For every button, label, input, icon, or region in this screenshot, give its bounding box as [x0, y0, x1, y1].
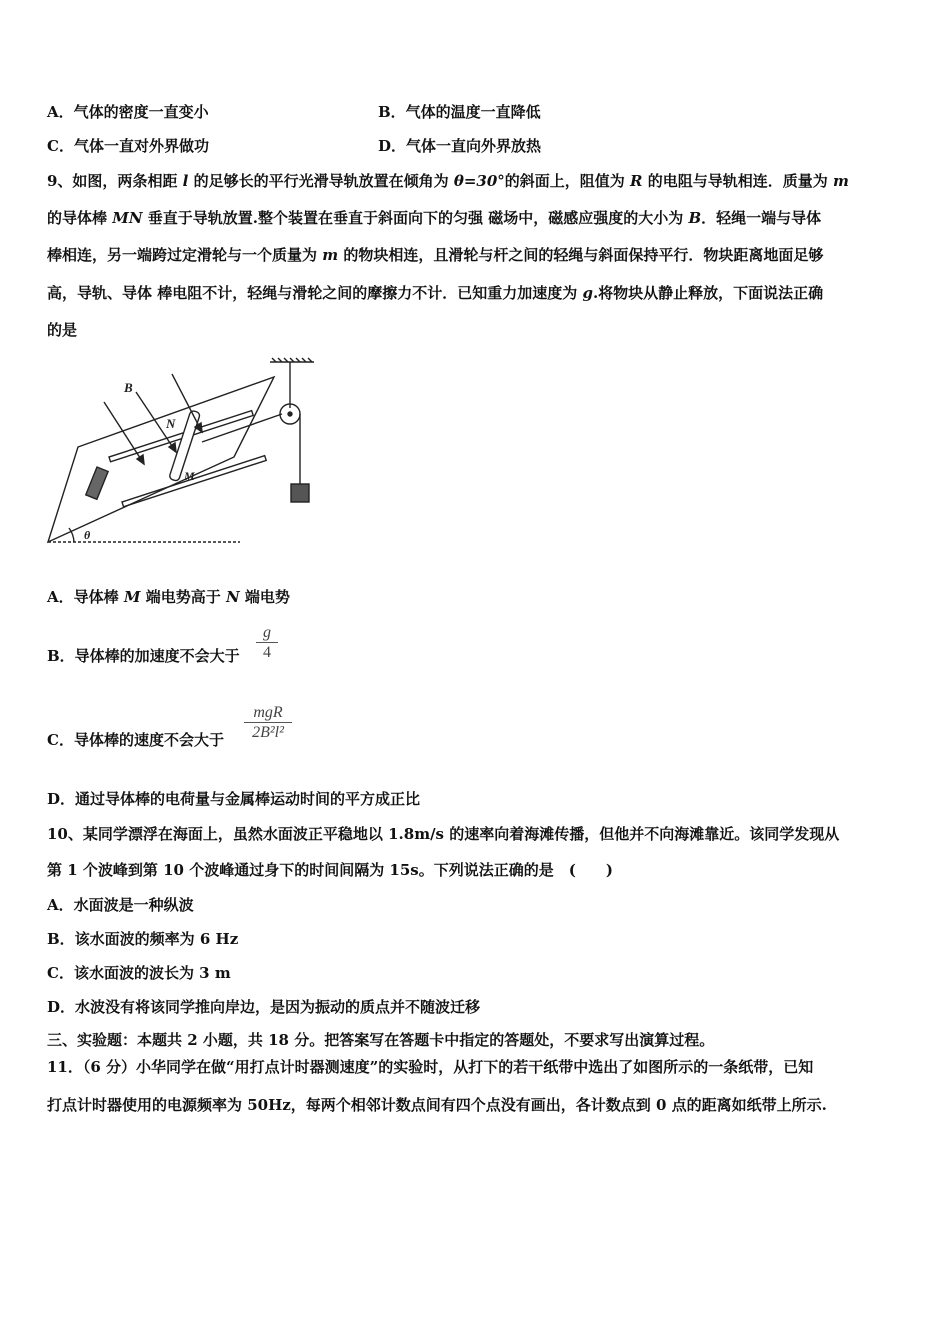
- q11-stem-line-2: 打点计时器使用的电源频率为 50Hz，每两个相邻计数点间有四个点没有画出，各计数点到 0 点的距离如纸带上所示.: [47, 1096, 827, 1114]
- q9-stem-line-1: [47, 171, 849, 191]
- text-run: 的电阻与导轨相连．质量为: [642, 172, 833, 190]
- label-b: B: [124, 380, 133, 395]
- speed-value: 1.8m/s: [388, 825, 445, 843]
- text-run: A．导体棒: [47, 588, 124, 606]
- q10-stem-line-1: [47, 824, 839, 844]
- symbol-m: m: [832, 172, 849, 190]
- field-arrowhead: [169, 443, 176, 452]
- fraction-denominator: 4: [263, 644, 271, 661]
- q8-option-d: D．气体一直向外界放热: [378, 137, 542, 155]
- text-run: 的物块相连，且滑轮与杆之间的轻绳与斜面保持平行．物块距离地面足够: [338, 246, 824, 264]
- q10-option-a: A．水面波是一种纵波: [47, 896, 194, 914]
- fraction-g-over-4: [256, 624, 278, 663]
- symbol-l: l: [182, 172, 189, 190]
- q9-stem-line-4: [47, 283, 823, 303]
- label-theta: θ: [84, 528, 91, 542]
- q10-option-b: B．该水面波的频率为 6 Hz: [47, 930, 239, 948]
- symbol-m: m: [322, 246, 339, 264]
- q9-stem-line-5: 的是: [47, 321, 78, 339]
- symbol-r: R: [630, 172, 643, 190]
- text-run: 端电势: [239, 588, 290, 606]
- label-n: N: [166, 416, 176, 431]
- q10-option-d: D．水波没有将该同学推向岸边，是因为振动的质点并不随波迁移: [47, 998, 481, 1016]
- section-3-heading: 三、实验题：本题共 2 小题，共 18 分。把答案写在答题卡中指定的答题处，不要求写出演算过程。: [47, 1031, 715, 1049]
- q9-stem-line-2: [47, 208, 821, 228]
- label-m: M: [184, 469, 195, 483]
- fraction-numerator: g: [263, 624, 271, 641]
- resistor-symbol: [86, 467, 108, 499]
- inclined-rails-figure: [44, 352, 344, 552]
- text-run: 9、如图，两条相距: [47, 172, 183, 190]
- fraction-numerator: mgR: [253, 704, 283, 721]
- text-run: 高，导轨、导体 棒电阻不计，轻绳与滑轮之间的摩擦力不计．已知重力加速度为: [47, 284, 583, 302]
- q9-option-b: B．导体棒的加速度不会大于: [47, 647, 240, 665]
- symbol-mn: MN: [112, 209, 143, 227]
- q9-option-d: D．通过导体棒的电荷量与金属棒运动时间的平方成正比: [47, 790, 421, 808]
- text-run: 的斜面上，阻值为: [504, 172, 631, 190]
- q8-option-b: B．气体的温度一直降低: [378, 103, 541, 121]
- text-run: 垂直于导轨放置.整个装置在垂直于斜面向下的匀强 磁场中，磁感应强度的大小为: [142, 209, 689, 227]
- q9-option-a: [47, 587, 290, 607]
- symbol-m: M: [123, 588, 141, 606]
- q9-stem-line-3: [47, 245, 823, 265]
- symbol-g: g: [582, 284, 593, 302]
- q10-stem-line-2: 第 1 个波峰到第 10 个波峰通过身下的时间间隔为 15s。下列说法正确的是 ( ): [47, 861, 613, 879]
- fraction-mgr-over-2b2l2: [244, 704, 292, 743]
- text-run: 的导体棒: [47, 209, 113, 227]
- field-arrowhead: [137, 455, 144, 464]
- text-run: 端电势高于: [140, 588, 226, 606]
- text-run: 的速率向着海滩传播，但他并不向海滩靠近。该同学发现从: [444, 825, 840, 843]
- symbol-n: N: [225, 588, 240, 606]
- q11-stem-line-1: 11．（6 分）小华同学在做“用打点计时器测速度”的实验时，从打下的若干纸带中选出了如图所示的一条纸带，已知: [47, 1058, 814, 1076]
- text-run: 10、某同学漂浮在海面上，虽然水面波正平稳地以: [47, 825, 389, 843]
- field-arrow: [104, 402, 144, 464]
- q8-option-a: A．气体的密度一直变小: [47, 103, 209, 121]
- text-run: 棒相连，另一端跨过定滑轮与一个质量为: [47, 246, 323, 264]
- q10-option-c: C．该水面波的波长为 3 m: [47, 964, 231, 982]
- hanging-block: [291, 484, 309, 502]
- q9-option-c: C．导体棒的速度不会大于: [47, 731, 224, 749]
- symbol-b: B: [688, 209, 702, 227]
- text-run: 的足够长的平行光滑导轨放置在倾角为: [188, 172, 454, 190]
- text-run: .将物块从静止释放，下面说法正确: [592, 284, 824, 302]
- text-run: ．轻绳一端与导体: [701, 209, 822, 227]
- q8-option-c: C．气体一直对外界做功: [47, 137, 209, 155]
- incline-plane: [48, 377, 274, 542]
- symbol-theta: θ=30°: [453, 172, 505, 190]
- fraction-denominator: 2B²l²: [252, 724, 284, 741]
